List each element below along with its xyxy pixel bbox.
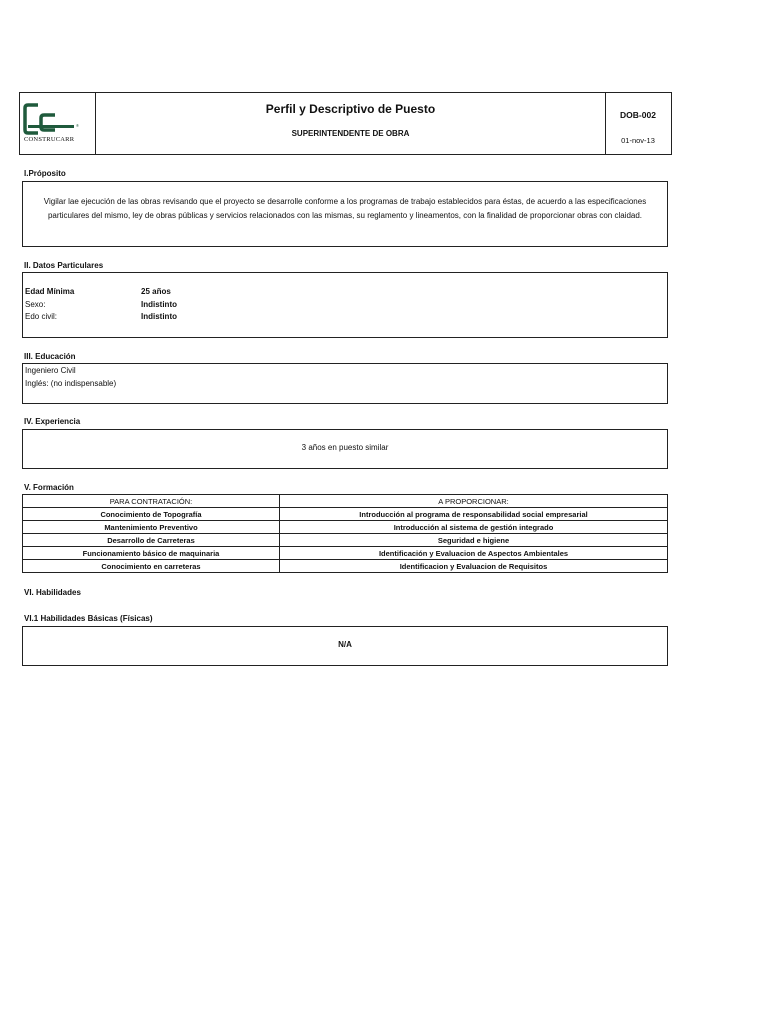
datos-value: Indistinto (141, 300, 177, 309)
document-title: Perfil y Descriptivo de Puesto (265, 102, 436, 116)
section-title-habilidades: VI. Habilidades (24, 588, 81, 597)
section-title-proposito: I.Próposito (24, 169, 66, 178)
table-header: A PROPORCIONAR: (280, 495, 668, 508)
datos-label: Sexo: (25, 300, 46, 309)
table-row (23, 508, 668, 521)
table-row (23, 560, 668, 573)
datos-value: Indistinto (141, 312, 177, 321)
header-code-cell (606, 93, 670, 154)
datos-label: Edo civil: (25, 312, 58, 321)
table-cell: Funcionamiento básico de maquinaria (23, 547, 280, 560)
document-header (19, 92, 672, 155)
section-title-datos: II. Datos Particulares (24, 261, 104, 270)
company-logo (20, 93, 96, 154)
section-title-formacion: V. Formación (24, 483, 74, 492)
table-header-row (23, 495, 668, 508)
header-title-cell (96, 93, 606, 154)
table-cell: Seguridad e higiene (280, 534, 668, 547)
habilidades-text: N/A (338, 640, 352, 649)
habilidades-box (22, 626, 668, 666)
table-row (23, 521, 668, 534)
datos-label: Edad Mínima (25, 287, 75, 296)
document-date: 01-nov-13 (621, 136, 655, 145)
formacion-table (22, 494, 668, 573)
position-name: SUPERINTENDENTE DE OBRA (291, 129, 410, 138)
svg-text:®: ® (76, 123, 79, 128)
table-cell: Introducción al sistema de gestión integrado (280, 521, 668, 534)
datos-box (22, 272, 668, 338)
table-cell: Conocimiento de Topografía (23, 508, 280, 521)
educacion-line: Inglés: (no indispensable) (25, 379, 117, 388)
table-cell: Identificación y Evaluacion de Aspectos Ambientales (280, 547, 668, 560)
proposito-box (22, 181, 668, 247)
section-title-educacion: III. Educación (24, 352, 76, 361)
educacion-line: Ingeniero Civil (25, 366, 76, 375)
table-cell: Identificacion y Evaluacion de Requisitos (280, 560, 668, 573)
table-cell: Mantenimiento Preventivo (23, 521, 280, 534)
experiencia-box (22, 429, 668, 469)
table-row (23, 534, 668, 547)
table-header: PARA CONTRATACIÓN: (23, 495, 280, 508)
logo-text: CONSTRUCARR (24, 136, 75, 143)
educacion-box (22, 363, 668, 404)
datos-value: 25 años (141, 287, 171, 296)
experiencia-text: 3 años en puesto similar (301, 443, 389, 452)
table-cell: Conocimiento en carreteras (23, 560, 280, 573)
table-row (23, 547, 668, 560)
section-title-experiencia: IV. Experiencia (24, 417, 81, 426)
company-logo-icon (20, 93, 94, 137)
table-cell: Introducción al programa de responsabilidad social empresarial (280, 508, 668, 521)
proposito-text: Vigilar lae ejecución de las obras revisando que el proyecto se desarrolle conforme a los programas de trabajo establecidos para éstas, de acuerdo a las especificaciones particulares del mismo, ley de obras públicas y servicios relacionados con las mismas, su reglamento y lineamentos, con la finalidad de proporcionar obras con claidad. (43, 197, 647, 220)
subsection-title-habilidades-basicas: VI.1 Habilidades Básicas (Físicas) (24, 614, 153, 623)
document-code: DOB-002 (620, 110, 656, 120)
table-cell: Desarrollo de Carreteras (23, 534, 280, 547)
